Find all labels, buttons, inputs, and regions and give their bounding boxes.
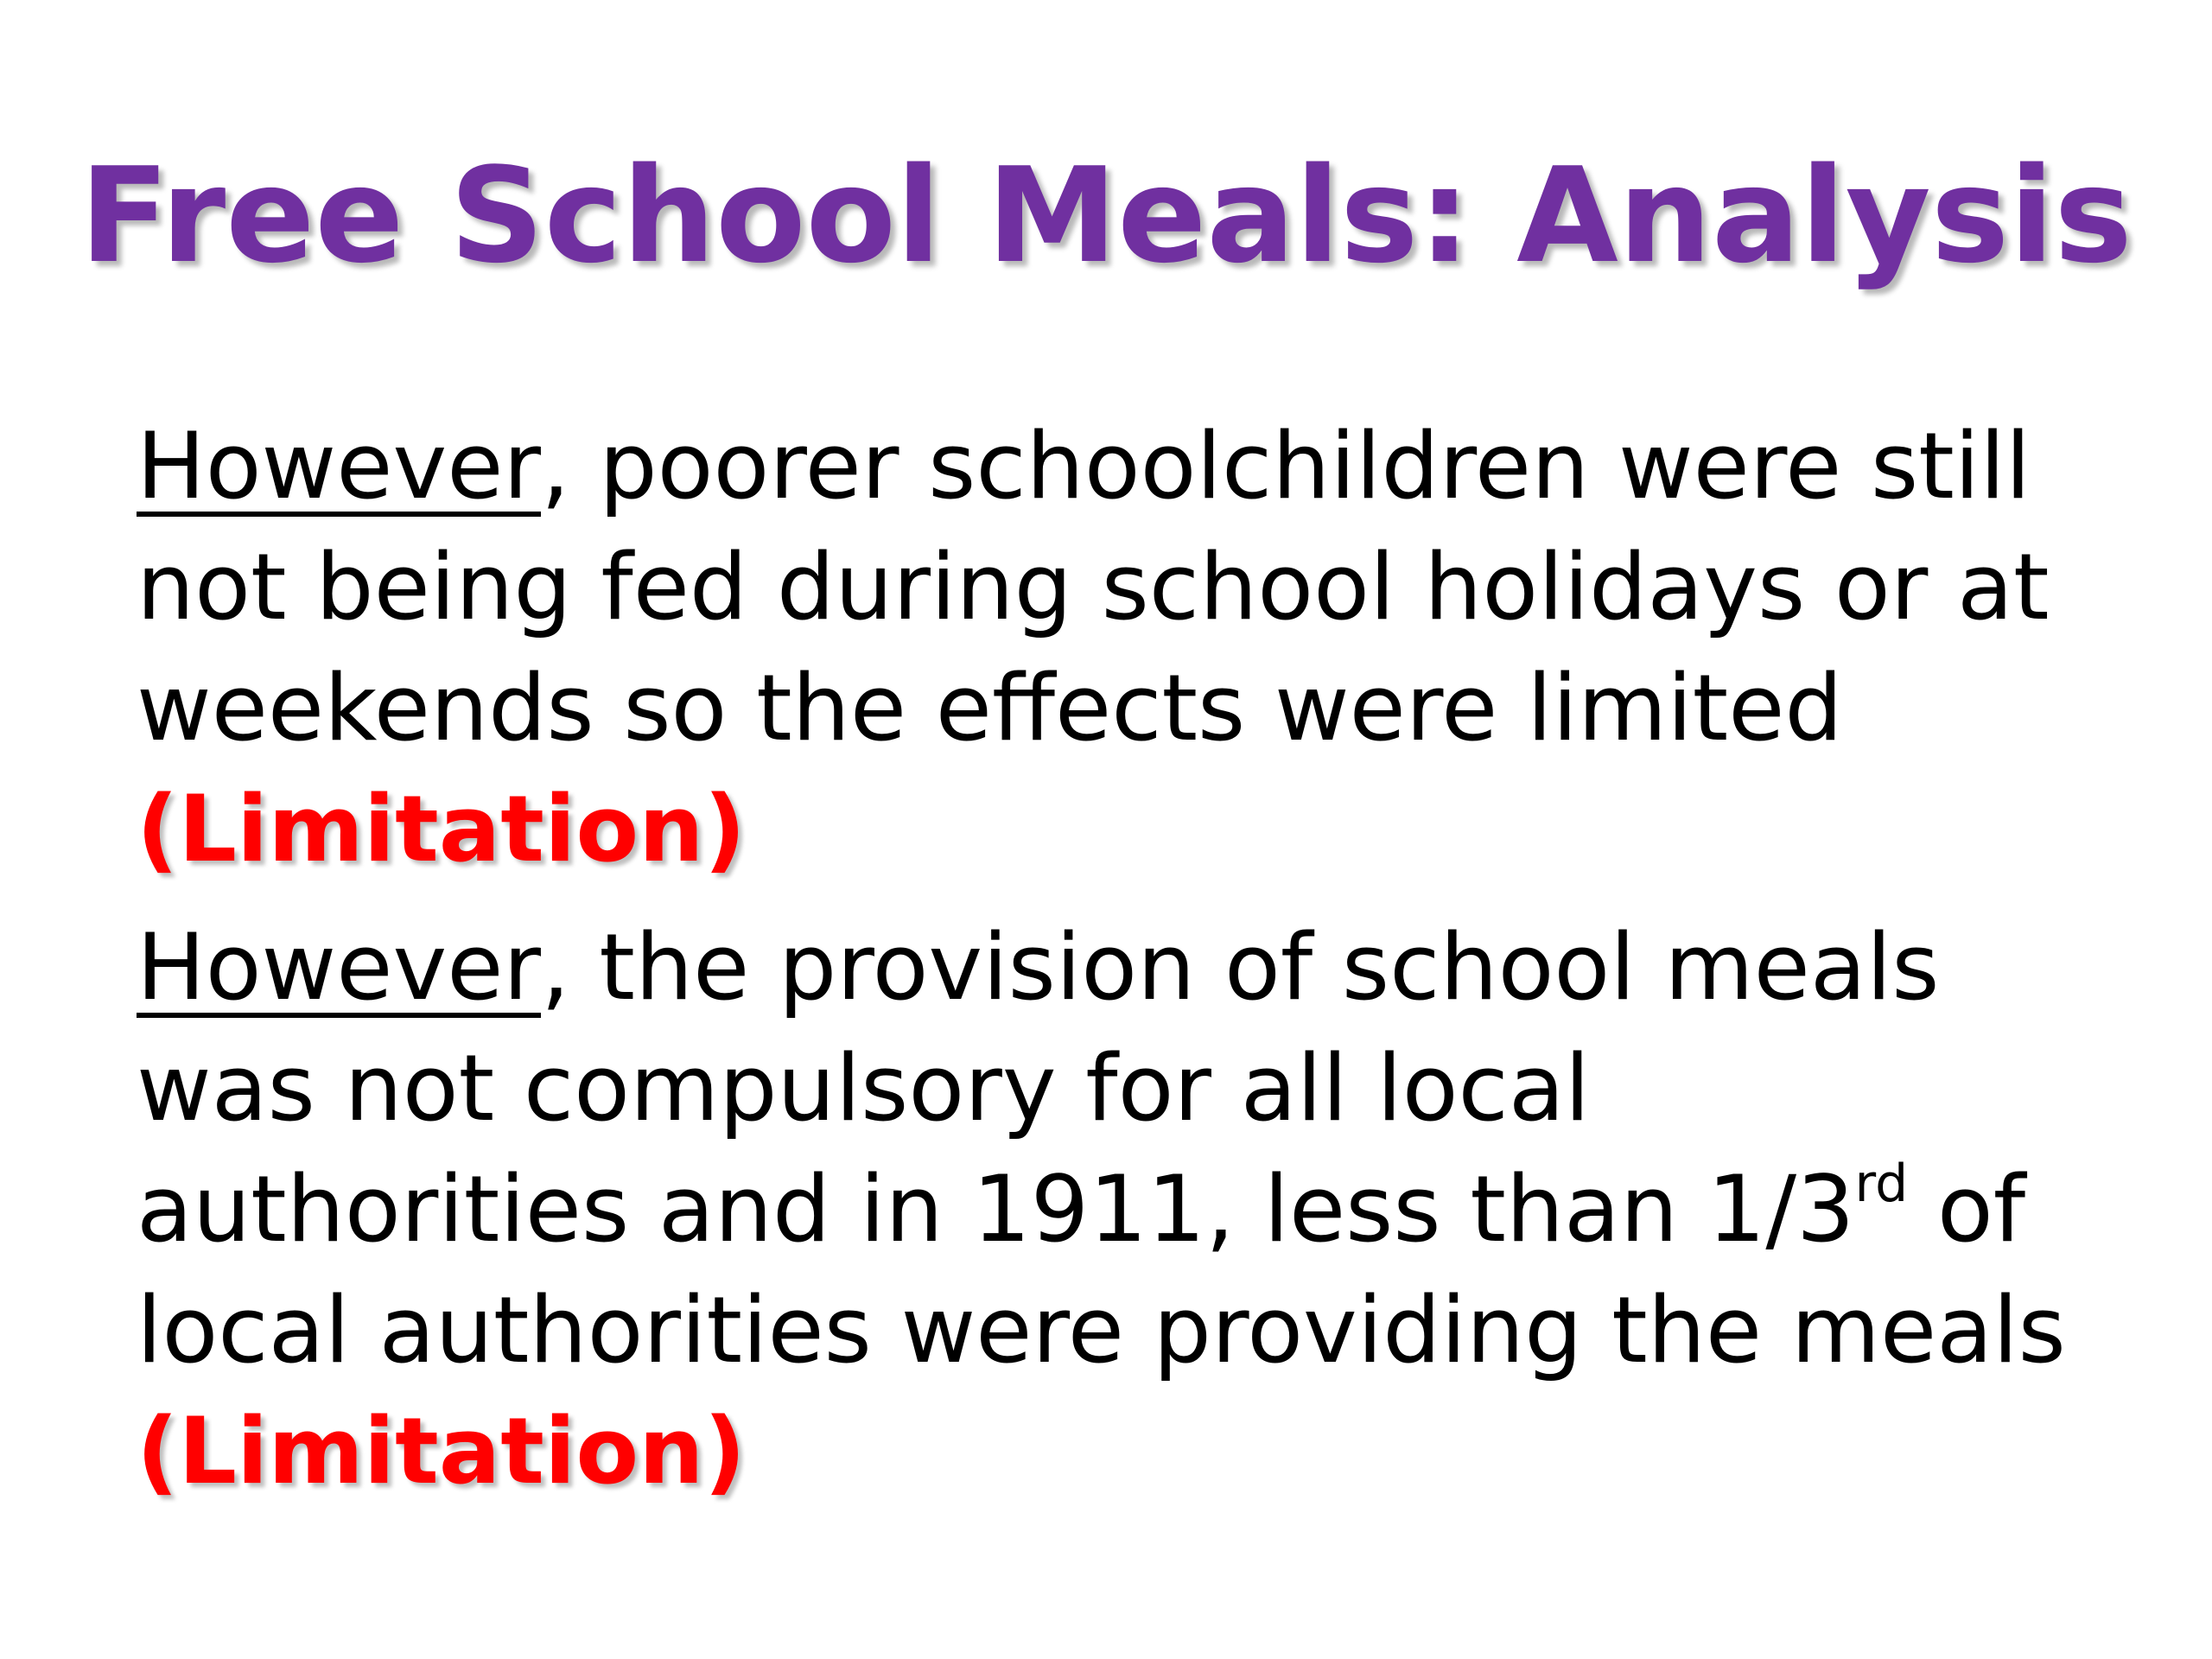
analysis-point-2 xyxy=(137,907,2124,1512)
text-line: was not compulsory for all local xyxy=(137,1035,1591,1141)
however-keyword: However xyxy=(137,413,541,519)
text-line: not being fed during school holidays or at xyxy=(137,534,2050,640)
text-fragment: authorities and in 1911, less than 1/3 xyxy=(137,1156,1855,1262)
analysis-point-1 xyxy=(137,406,2124,890)
text-fragment: , the provision of school meals xyxy=(541,914,1940,1020)
however-keyword: However xyxy=(137,914,541,1020)
text-line xyxy=(137,907,2124,1028)
ordinal-superscript: rd xyxy=(1854,1154,1909,1214)
text-line: local authorities were providing the meals xyxy=(137,1277,2066,1383)
text-line xyxy=(137,406,2124,527)
text-line xyxy=(137,1149,2124,1270)
text-line: weekends so the effects were limited xyxy=(137,655,1843,761)
text-fragment: of xyxy=(1908,1156,2026,1262)
text-fragment: , poorer schoolchildren were still xyxy=(541,413,2031,519)
slide-title: Free School Meals: Analysis xyxy=(79,139,2133,292)
slide-body xyxy=(137,406,2124,1529)
limitation-tag: (Limitation) xyxy=(137,1398,747,1504)
limitation-tag: (Limitation) xyxy=(137,776,747,882)
